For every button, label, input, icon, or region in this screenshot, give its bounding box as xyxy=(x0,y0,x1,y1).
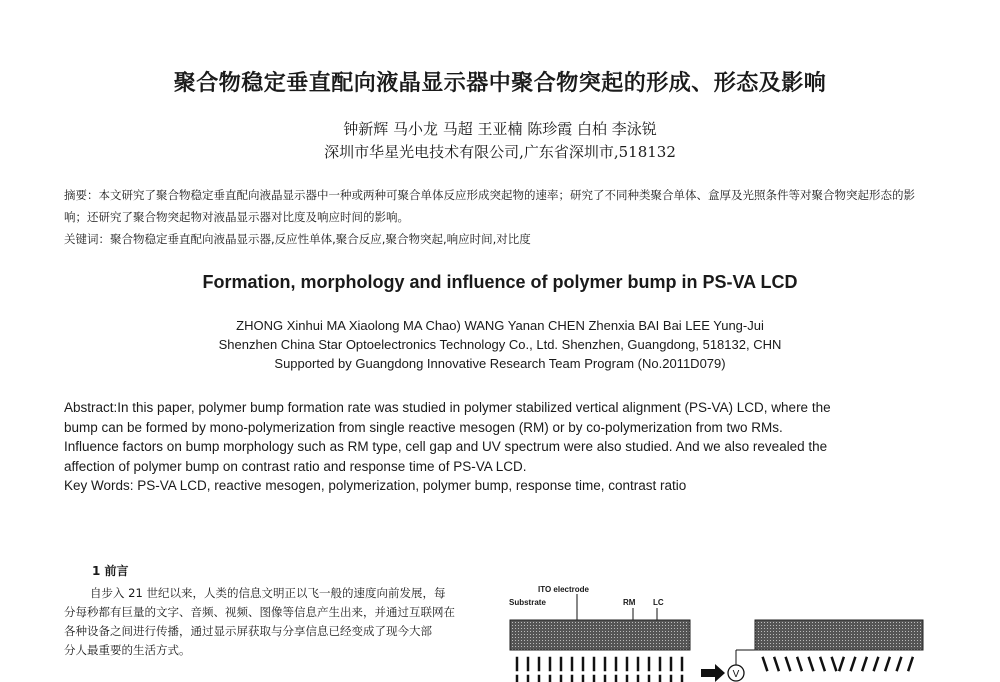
funding-note: Supported by Guangdong Innovative Research Team Program (No.2011D079) xyxy=(274,356,726,371)
lc-molecule-tilted xyxy=(798,658,802,670)
lc-molecule-tilted xyxy=(821,658,825,670)
ito-electrode-label: ITO electrode xyxy=(538,585,589,594)
paper-title-en: Formation, morphology and influence of polymer bump in PS-VA LCD xyxy=(202,272,798,292)
keywords-en: Key Words: PS-VA LCD, reactive mesogen, polymerization, polymer bump, response time, contrast ratio xyxy=(64,478,687,493)
author-list-en: ZHONG Xinhui MA Xiaolong MA Chao) WANG Yanan CHEN Zhenxia BAI Bai LEE Yung-Jui xyxy=(236,318,764,333)
rm-label: RM xyxy=(623,598,636,607)
process-arrow-icon xyxy=(701,664,725,682)
body-line: 各种设备之间进行传播，通过显示屏获取与分享信息已经变成了现今大部 xyxy=(64,624,432,638)
substrate-label: Substrate xyxy=(509,598,546,607)
lc-molecule-tilted xyxy=(840,658,844,670)
lc-molecules-left xyxy=(517,658,682,682)
author-list-cn: 钟新辉 马小龙 马超 王亚楠 陈珍霞 白柏 李泳锐 xyxy=(343,120,657,138)
abstract-en-line: Influence factors on bump morphology such as RM type, cell gap and UV spectrum were also studied. And we also revealed the xyxy=(64,439,828,454)
abstract-en-line: affection of polymer bump on contrast ratio and response time of PS-VA LCD. xyxy=(64,458,527,474)
body-line: 分人最重要的生活方式。 xyxy=(64,643,191,657)
voltage-symbol: V xyxy=(732,669,740,680)
lc-molecule-tilted xyxy=(832,658,836,670)
ps-va-diagram xyxy=(505,582,925,682)
lc-molecule-tilted xyxy=(851,658,855,670)
lc-molecule-tilted xyxy=(809,658,813,670)
abstract-en-line: Abstract:In this paper, polymer bump formation rate was studied in polymer stabilized vertical alignment (PS-VA) LCD, where the xyxy=(64,400,831,415)
affiliation-en: Shenzhen China Star Optoelectronics Technology Co., Ltd. Shenzhen, Guangdong, 518132, CHN xyxy=(218,337,782,352)
diagram-drawing xyxy=(505,582,925,682)
affiliation-cn: 深圳市华星光电技术有限公司,广东省深圳市,518132 xyxy=(324,143,676,161)
abstract-cn-block xyxy=(64,184,934,250)
lc-molecule-tilted xyxy=(775,658,779,670)
lc-molecule-tilted xyxy=(909,658,913,670)
abstract-en-line: bump can be formed by mono-polymerization from single reactive mesogen (RM) or by co-polymerization from two RMs. xyxy=(64,419,783,435)
keywords-cn: 关键词：聚合物稳定垂直配向液晶显示器,反应性单体,聚合反应,聚合物突起,响应时间,对比度 xyxy=(64,232,531,246)
paper-title-cn: 聚合物稳定垂直配向液晶显示器中聚合物突起的形成、形态及影响 xyxy=(173,71,827,96)
lc-molecule-tilted xyxy=(863,658,867,670)
lc-label: LC xyxy=(653,598,664,607)
lc-molecule-tilted xyxy=(763,658,767,670)
lc-molecule-tilted xyxy=(874,658,878,670)
lc-molecules-right xyxy=(763,658,913,670)
lc-molecule-tilted xyxy=(897,658,901,670)
body-line: 分每秒都有巨量的文字、音频、视频、图像等信息产生出来，并通过互联网在 xyxy=(64,605,455,619)
lc-molecule-tilted xyxy=(886,658,890,670)
section-heading: 1 前言 xyxy=(92,564,129,578)
section-body xyxy=(64,584,478,660)
lc-molecule-tilted xyxy=(786,658,790,670)
abstract-en-block xyxy=(64,398,944,496)
substrate-layer-left xyxy=(510,620,690,650)
substrate-layer-right xyxy=(755,620,923,650)
author-block-en xyxy=(0,316,1000,373)
abstract-cn: 摘要：本文研究了聚合物稳定垂直配向液晶显示器中一种或两种可聚合单体反应形成突起物的速率；研究了不同种类聚合单体、盒厚及光照条件等对聚合物突起形态的影响；还研究了聚合物突起物对液晶显示器对比度及响应时间的影响。 xyxy=(64,188,915,224)
body-line: 自步入 21 世纪以来，人类的信息文明正以飞一般的速度向前发展，每 xyxy=(90,586,446,600)
